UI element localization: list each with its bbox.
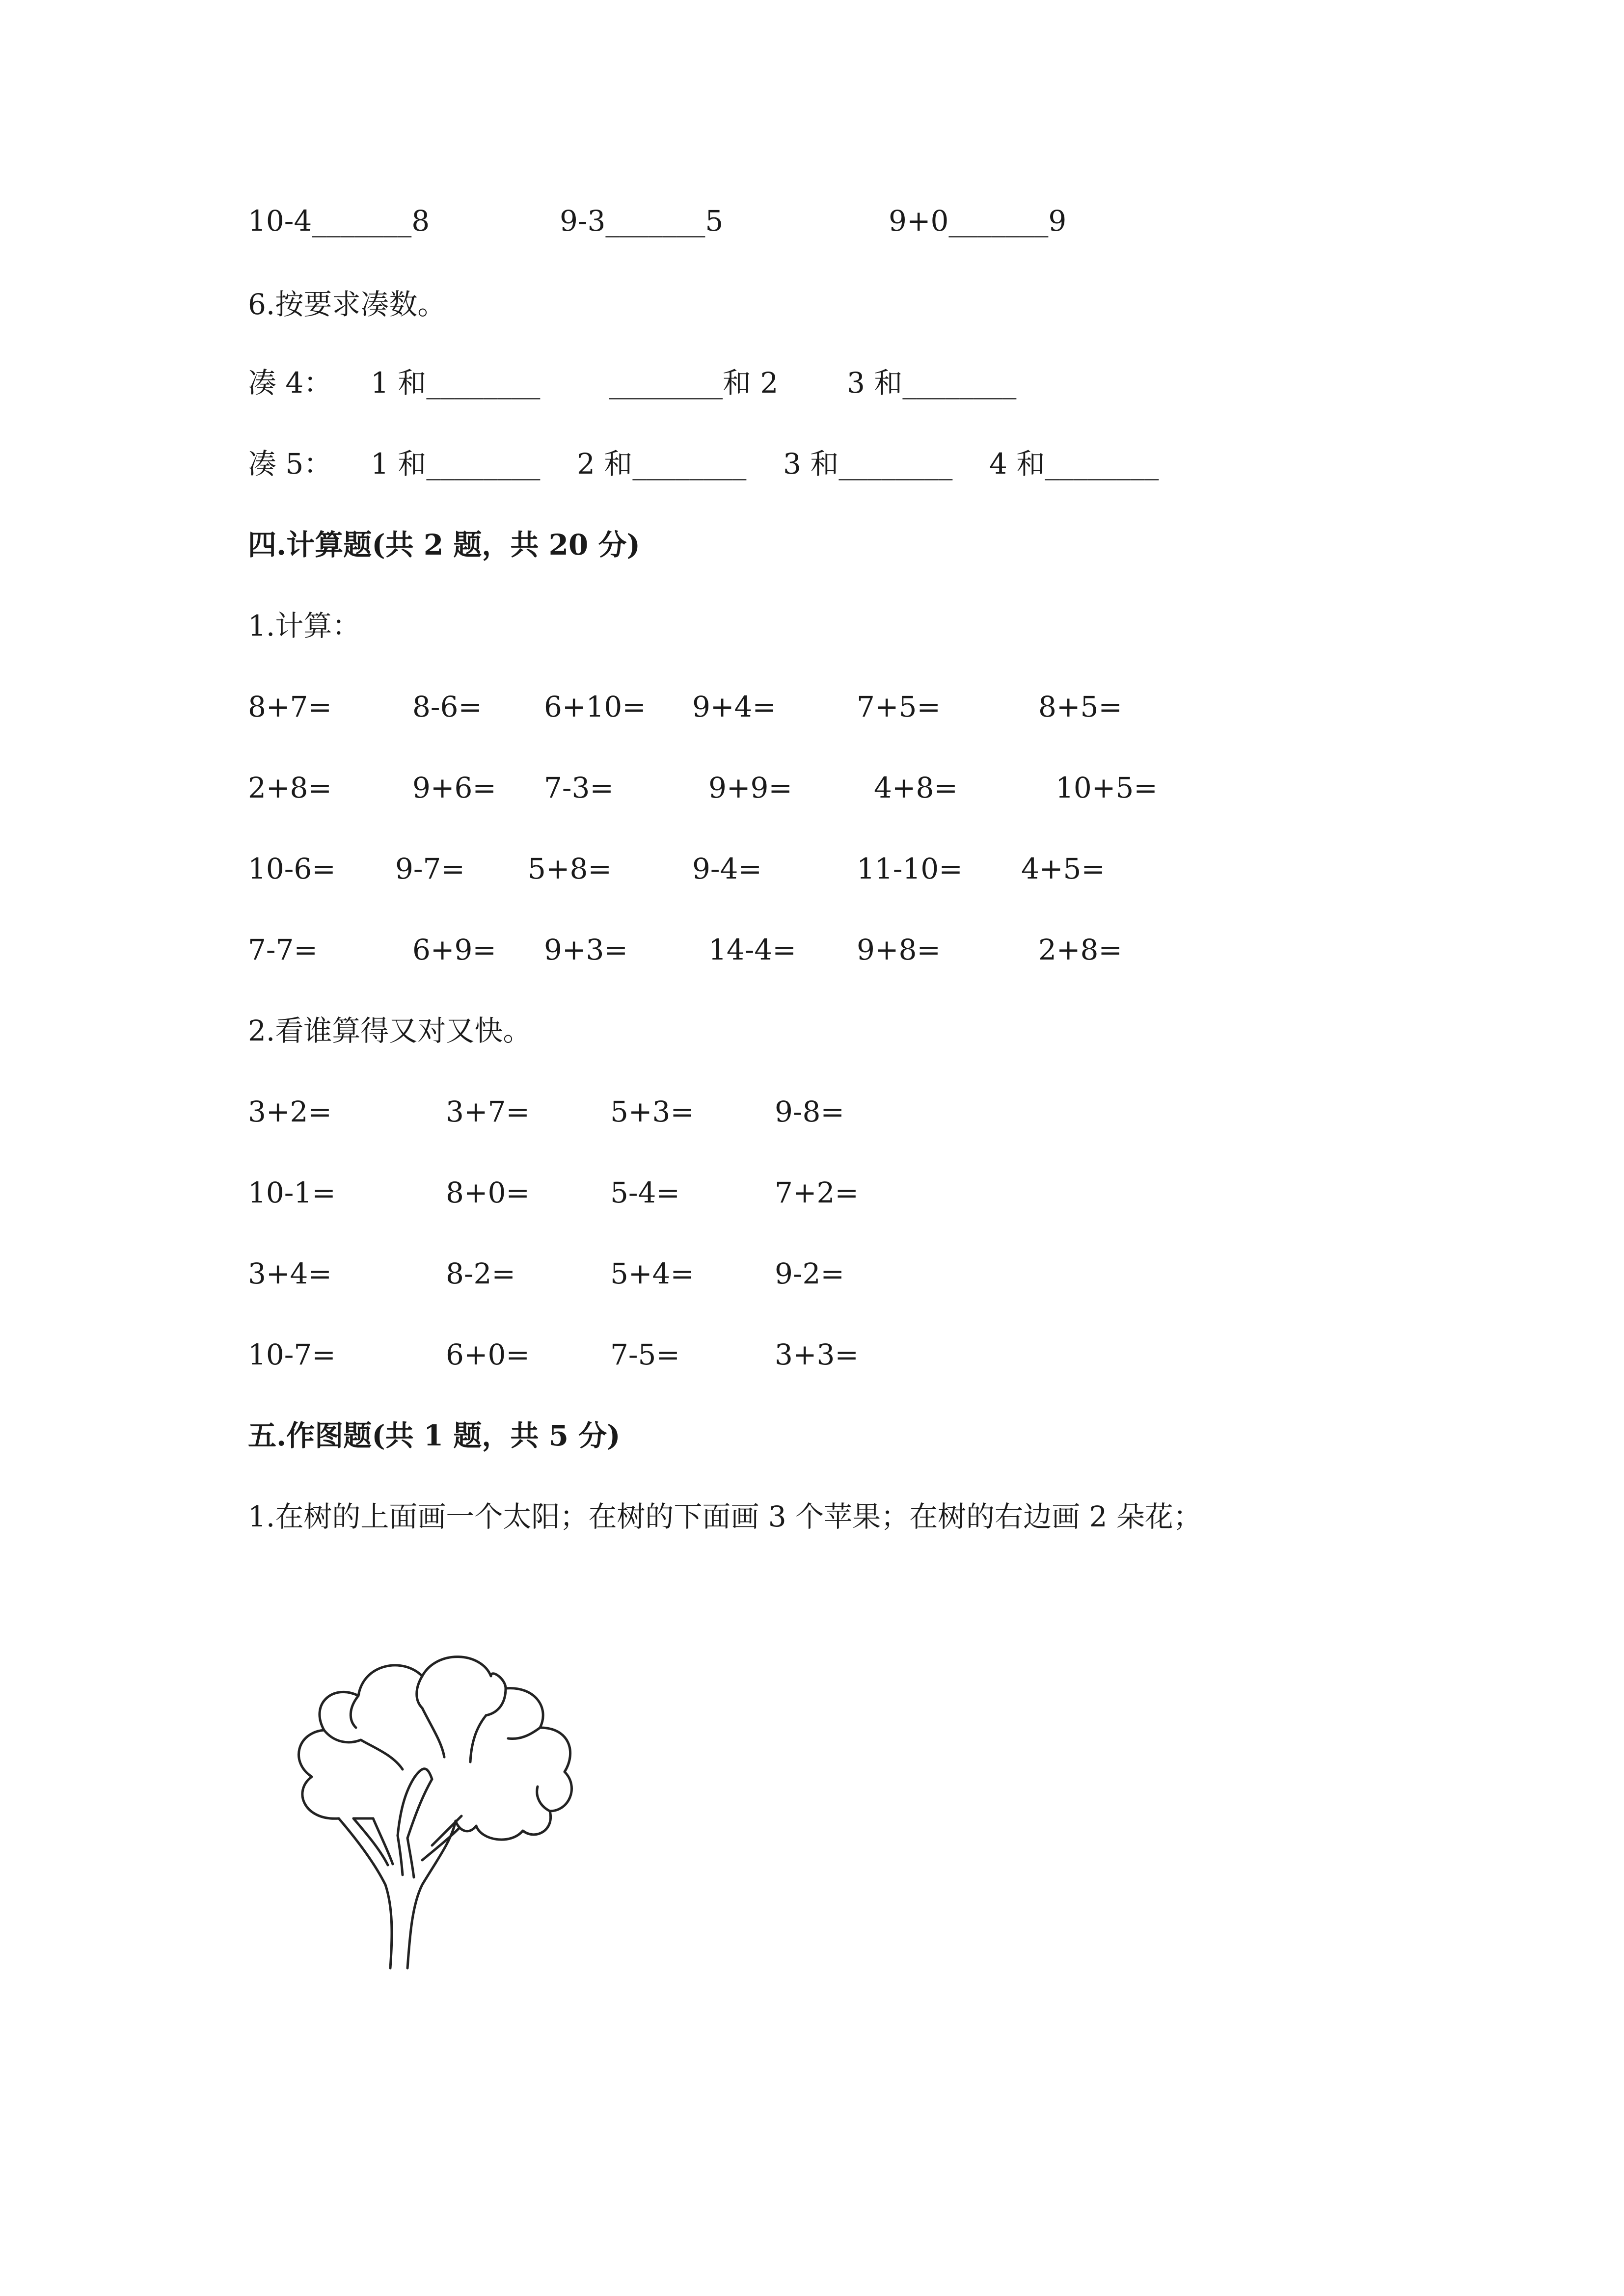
calc-item: 2+8= bbox=[248, 771, 332, 804]
quick-item: 9-2= bbox=[775, 1257, 844, 1290]
make-4-item: ________和 2 bbox=[609, 366, 779, 400]
calc-item: 6+10= bbox=[544, 690, 646, 723]
quick-item: 7-5= bbox=[610, 1338, 680, 1371]
quick-item: 5-4= bbox=[610, 1176, 680, 1209]
tree-icon bbox=[275, 1629, 599, 1973]
calc-row bbox=[0, 844, 1105, 893]
quick-item: 3+2= bbox=[248, 1095, 332, 1128]
calc-item: 10-6= bbox=[248, 852, 336, 885]
calc-item: 7-3= bbox=[544, 771, 614, 804]
quick-item: 5+3= bbox=[610, 1095, 694, 1128]
draw-instruction: 1.在树的上面画一个太阳；在树的下面画 3 个苹果；在树的右边画 2 朵花； bbox=[248, 1500, 1202, 1533]
calc-item: 9+3= bbox=[544, 933, 628, 966]
quick-row bbox=[0, 1168, 859, 1217]
quick-row bbox=[0, 1249, 844, 1298]
quick-item: 8-2= bbox=[446, 1257, 515, 1290]
compare-item: 9-3_______5 bbox=[560, 204, 724, 238]
calc-item: 9+8= bbox=[857, 933, 941, 966]
calc-item: 5+8= bbox=[528, 852, 612, 885]
quick-item: 6+0= bbox=[446, 1338, 530, 1371]
calc-item: 8+5= bbox=[1038, 690, 1122, 723]
calc-item: 7-7= bbox=[248, 933, 318, 966]
make-5-item: 3 和________ bbox=[783, 447, 953, 481]
section-4-title: 四.计算题(共 2 题，共 20 分) bbox=[248, 528, 640, 561]
make-4-item: 1 和________ bbox=[371, 366, 541, 400]
quick-row bbox=[0, 1087, 844, 1136]
calc-item: 2+8= bbox=[1038, 933, 1122, 966]
make-4-item: 3 和________ bbox=[847, 366, 1017, 400]
calc-item: 10+5= bbox=[1056, 771, 1158, 804]
quick-item: 3+4= bbox=[248, 1257, 332, 1290]
calc-item: 9+4= bbox=[692, 690, 776, 723]
calc-item: 9+6= bbox=[412, 771, 496, 804]
section-5-title: 五.作图题(共 1 题，共 5 分) bbox=[248, 1419, 621, 1452]
make-5-label: 凑 5： bbox=[248, 447, 332, 481]
quick-item: 10-1= bbox=[248, 1176, 336, 1209]
compare-item: 9+0_______9 bbox=[889, 204, 1067, 238]
calc-item: 4+5= bbox=[1021, 852, 1105, 885]
compare-item: 10-4_______8 bbox=[248, 204, 430, 238]
make-5-item: 1 和________ bbox=[371, 447, 541, 481]
quick-item: 5+4= bbox=[610, 1257, 694, 1290]
calc-item: 9+9= bbox=[708, 771, 792, 804]
calc-item: 9-7= bbox=[395, 852, 465, 885]
calc-item: 8-6= bbox=[412, 690, 482, 723]
calc-item: 9-4= bbox=[692, 852, 762, 885]
calc-item: 14-4= bbox=[708, 933, 796, 966]
make-4-label: 凑 4： bbox=[248, 366, 332, 400]
question-1-title: 1.计算： bbox=[248, 609, 361, 642]
quick-item: 7+2= bbox=[775, 1176, 859, 1209]
calc-item: 8+7= bbox=[248, 690, 332, 723]
quick-item: 3+7= bbox=[446, 1095, 530, 1128]
make-5-item: 4 和________ bbox=[989, 447, 1159, 481]
question-6-title: 6.按要求凑数。 bbox=[248, 288, 446, 321]
quick-item: 8+0= bbox=[446, 1176, 530, 1209]
calc-item: 6+9= bbox=[412, 933, 496, 966]
calc-row bbox=[0, 925, 1122, 974]
calc-item: 4+8= bbox=[874, 771, 958, 804]
make-5-row bbox=[0, 439, 1159, 488]
quick-item: 10-7= bbox=[248, 1338, 336, 1371]
make-5-item: 2 和________ bbox=[577, 447, 747, 481]
quick-item: 9-8= bbox=[775, 1095, 844, 1128]
make-4-row bbox=[0, 358, 1017, 407]
quick-item: 3+3= bbox=[775, 1338, 859, 1371]
question-2-title: 2.看谁算得又对又快。 bbox=[248, 1014, 532, 1047]
calc-item: 7+5= bbox=[857, 690, 941, 723]
compare-row bbox=[0, 196, 1067, 245]
calc-row bbox=[0, 682, 1122, 731]
calc-item: 11-10= bbox=[857, 852, 963, 885]
calc-row bbox=[0, 763, 1158, 812]
quick-row bbox=[0, 1330, 859, 1379]
